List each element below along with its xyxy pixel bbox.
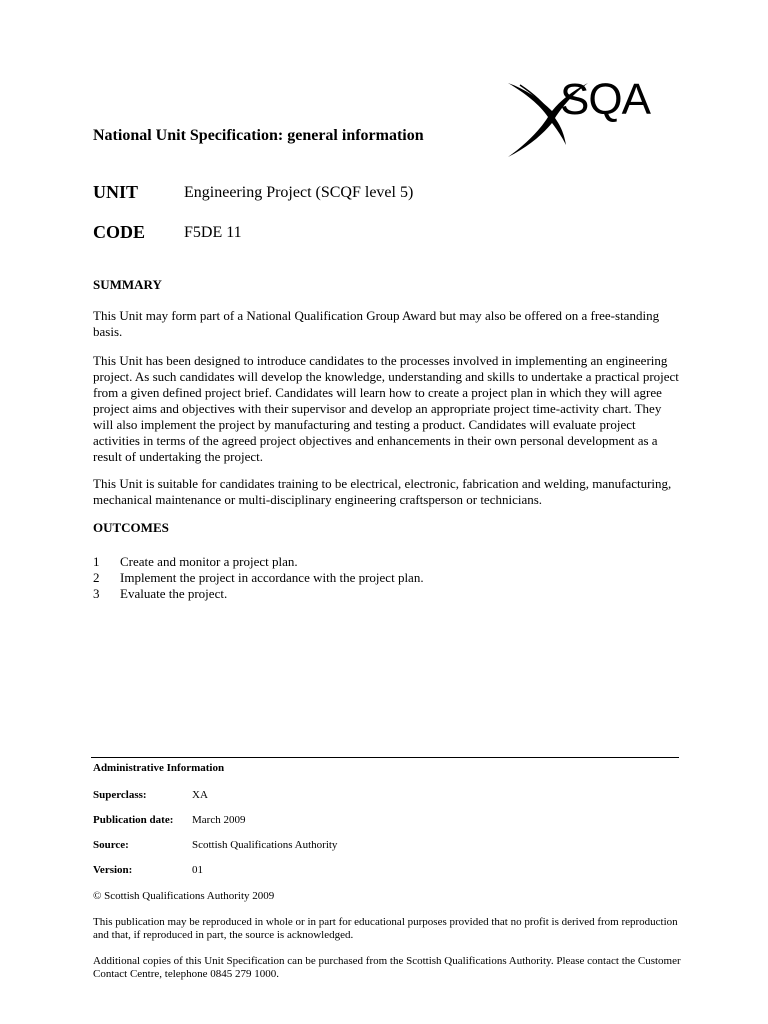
- list-item: [93, 586, 424, 602]
- admin-key: Superclass:: [93, 789, 147, 801]
- admin-key: Source:: [93, 839, 129, 851]
- summary-paragraph: This Unit is suitable for candidates training to be electrical, electronic, fabrication and welding, manufacturing, mechanical maintenance or multi-disciplinary engineering craftsperson or technicians.: [93, 476, 672, 507]
- admin-key: Version:: [93, 864, 133, 876]
- sqa-logo-text: SQA: [560, 75, 650, 124]
- list-item: [93, 570, 424, 586]
- outcome-text: Implement the project in accordance with the project plan.: [120, 570, 424, 585]
- page-title: National Unit Specification: general information: [93, 127, 424, 144]
- summary-paragraph: This Unit has been designed to introduce candidates to the processes involved in implementing an engineering project. As such candidates will develop the knowledge, understanding and skills to undertake a practical project from a given defined project brief. Candidates will learn how to create a project plan in which they will agree project aims and objectives with their supervisor and develop an appropriate project time-activity chart. They will also implement the project by manufacturing and testing a product. Candidates will evaluate project activities in terms of the agreed project objectives and enhancements in their own personal development as a result of undertaking the project.: [93, 353, 679, 464]
- unit-label: UNIT: [93, 182, 139, 202]
- purchase-note: Additional copies of this Unit Specification can be purchased from the Scottish Qualifications Authority. Please contact the Customer Contact Centre, telephone 0845 279 1000.: [93, 955, 681, 980]
- outcome-number: 2: [93, 570, 100, 585]
- divider: [91, 757, 679, 758]
- outcome-number: 3: [93, 586, 100, 601]
- outcome-number: 1: [93, 554, 100, 569]
- copyright-notice: © Scottish Qualifications Authority 2009: [93, 890, 275, 902]
- summary-paragraph: This Unit may form part of a National Qualification Group Award but may also be offered on a free-standing basis.: [93, 308, 660, 339]
- outcome-text: Create and monitor a project plan.: [120, 554, 298, 569]
- outcome-text: Evaluate the project.: [120, 586, 228, 601]
- summary-heading: SUMMARY: [93, 277, 162, 292]
- admin-key: Publication date:: [93, 814, 174, 826]
- unit-value: Engineering Project (SCQF level 5): [184, 184, 414, 201]
- admin-heading: Administrative Information: [93, 762, 225, 774]
- reproduction-note: This publication may be reproduced in whole or in part for educational purposes provided that no profit is derived from reproduction and that, if reproduced in part, the source is acknowledged.: [93, 916, 678, 941]
- code-label: CODE: [93, 222, 146, 242]
- outcomes-heading: OUTCOMES: [93, 520, 169, 535]
- code-value: F5DE 11: [184, 224, 242, 241]
- list-item: [93, 554, 424, 570]
- admin-value: 01: [192, 864, 203, 876]
- outcomes-list: [93, 554, 424, 602]
- admin-value: XA: [192, 789, 208, 801]
- admin-value: March 2009: [192, 814, 246, 826]
- admin-value: Scottish Qualifications Authority: [192, 839, 338, 851]
